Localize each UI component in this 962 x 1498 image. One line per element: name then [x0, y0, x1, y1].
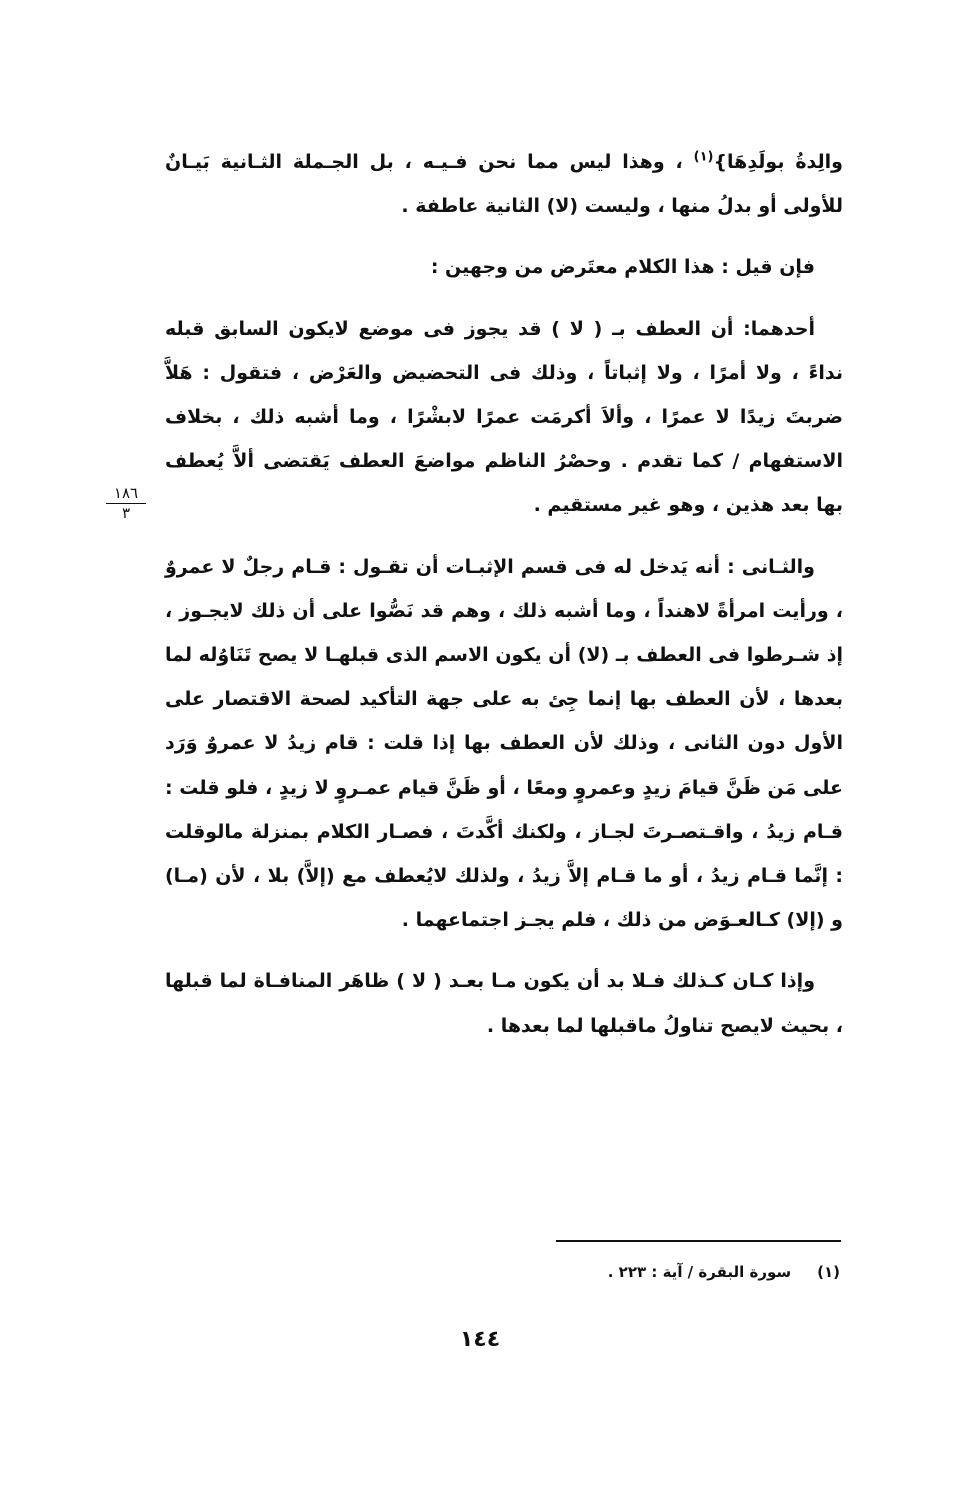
- paragraph-objection-intro: فإن قيل : هذا الكلام معتَرض من وجهين :: [430, 256, 815, 279]
- manuscript-folio-note: [106, 485, 146, 522]
- main-text-block: [165, 140, 843, 1048]
- paragraph-text: والِدةُ بولَدِهَا}: [713, 151, 843, 173]
- footnote: [480, 1260, 840, 1284]
- paragraph-conclusion: وإذا كـان كـذلك فـلا بد أن يكون مـا بعـد ( لا ) ظاهَر المنافـاة لما قبلها ، بحيث لايصح تناولُ ماقبلها لما بعدها .: [165, 970, 843, 1037]
- footnote-reference: (١): [693, 149, 714, 165]
- footnote-separator: [556, 1240, 841, 1242]
- folio-numerator: ١٨٦: [106, 485, 146, 504]
- paragraph-continuation: [165, 140, 843, 228]
- paragraph-text-tail: ، وهذا ليس مما نحن فـيـه ، بل الجـملة الثـانية بَيـانٌ للأولى أو بدلُ منها ، وليست (لا) الثانية عاطفة .: [165, 151, 843, 218]
- page-number: ١٤٤: [459, 1327, 501, 1352]
- footnote-number: (١): [817, 1263, 840, 1281]
- footnote-text: سورة البقرة / آية : ٢٢٣ .: [607, 1263, 792, 1281]
- folio-denominator: ٣: [121, 504, 131, 522]
- paragraph-second-objection: والثـانى : أنه يَدخل له فى قسم الإثبـات أن تقـول : قـام رجلٌ لا عمروٌ ، ورأيت امرأةً لاهنداً ، وما أشبه ذلك ، وهم قد نَصُّوا على أن ذلك لايجـوز ، إذ شـرطوا فى العطف بـ (لا) أن يكون الاسم الذى قبلهـا لا يصح تَنَاوُله لما بعدها ، لأن العطف بها إنما جِئ به على جهة التأكيد لصحة الاقتصار على الأول دون الثانى ، وذلك لأن العطف بها إذا قلت : قام زيدُ لا عمروٌ وَرَد على مَن ظَنَّ قيامَ زيدٍ وعمروٍ ومعًا ، أو ظَنَّ قيام عمـروٍ لا زيدٍ ، فلو قلت : قـام زيدُ ، واقـتصـرتَ لجـاز ، ولكنك أكَّدتَ ، فصـار الكلام بمنزلة مالوقلت : إنَّما قـام زيدُ ، أو ما قـام إلاَّ زيدُ ، ولذلك لايُعطف مع (إلاَّ) بلا ، لأن (مـا) و (إلا) كـالعـوَض من ذلك ، فلم يجـز اجتماعهما .: [165, 555, 843, 932]
- paragraph-first-objection: أحدهما: أن العطف بـ ( لا ) قد يجوز فى موضع لايكون السابق قبله نداءً ، ولا أمرًا ، ولا إثباتاً ، وذلك فى التحضيض والعَرْض ، فتقول : هَلاَّ ضربتَ زيدًا لا عمرًا ، وألاَ أكرمَت عمرًا لابشْرًا ، وما أشبه ذلك ، بخلاف الاستفهام / كما تقدم . وحصْرُ الناظم مواضعَ العطف يَقتضى ألاَّ يُعطف بها بعد هذين ، وهو غير مستقيم .: [165, 317, 843, 517]
